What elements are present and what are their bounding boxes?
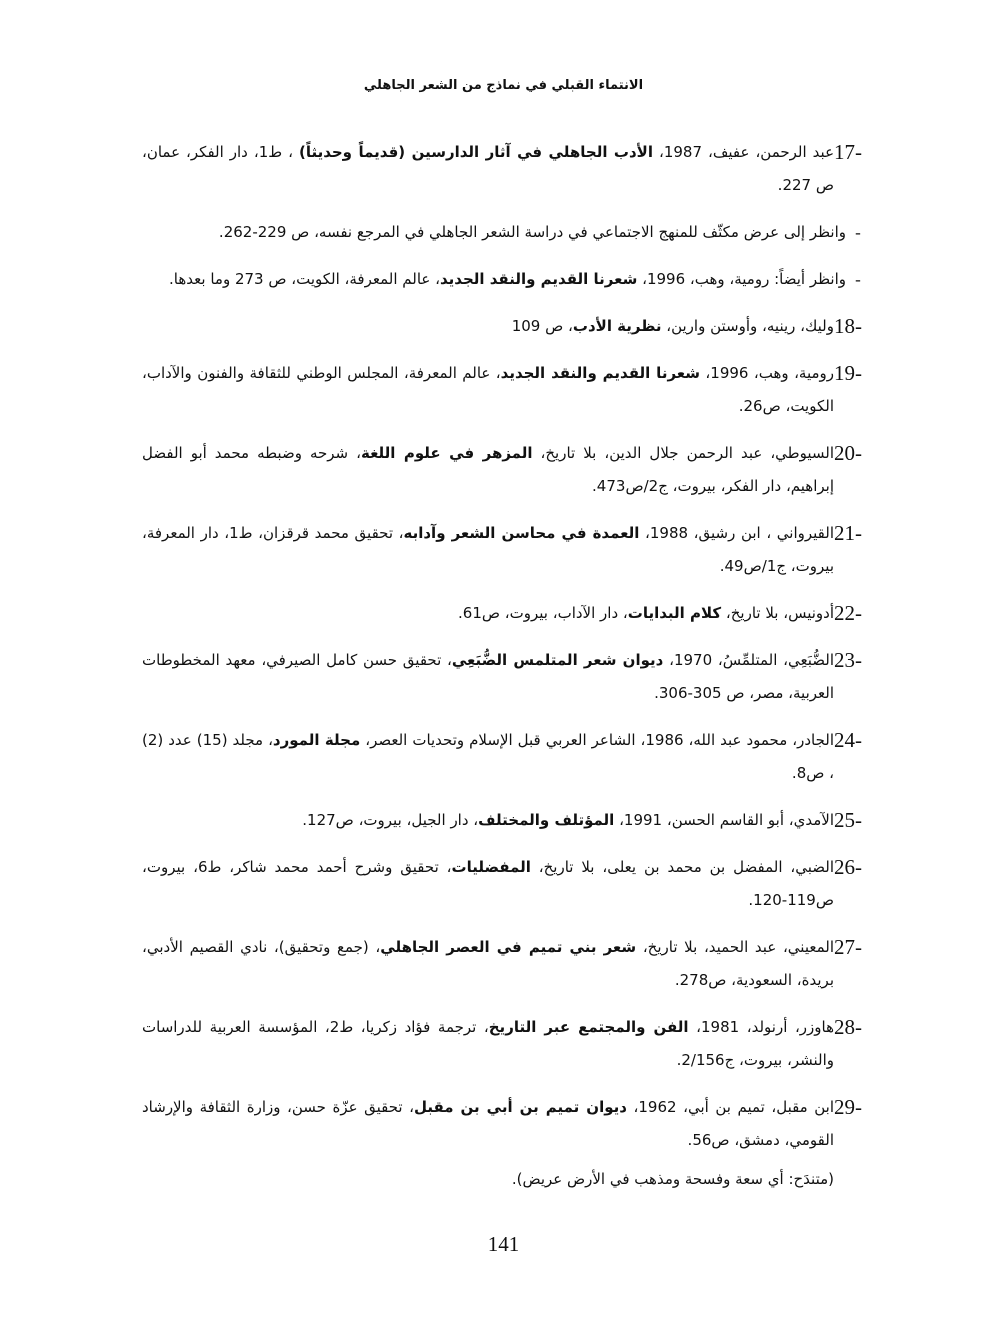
reference-item bbox=[142, 644, 870, 710]
reference-fragment: وانظر أيضاً: رومية، وهب، 1996، bbox=[637, 270, 846, 288]
reference-title: ديوان تميم بن أبي بن مقبل bbox=[413, 1098, 627, 1116]
reference-fragment: عبد الرحمن، عفيف، 1987، bbox=[653, 143, 835, 161]
reference-number: 21- bbox=[834, 521, 862, 545]
sub-reference-item bbox=[142, 216, 870, 249]
reference-item bbox=[142, 437, 870, 503]
reference-number: 26- bbox=[834, 855, 862, 879]
reference-title: مجلة المورد bbox=[272, 731, 361, 749]
reference-text bbox=[142, 136, 834, 202]
reference-number: 28- bbox=[834, 1015, 862, 1039]
reference-number: 17- bbox=[834, 140, 862, 164]
reference-title: شعرنا القديم والنقد الجديد bbox=[439, 270, 638, 288]
reference-fragment: الضُّبَعِي، المتلمِّسُ، 1970، bbox=[663, 651, 834, 669]
references-list bbox=[142, 136, 870, 1210]
reference-title: المزهر في علوم اللغة bbox=[360, 444, 533, 462]
sub-reference-item bbox=[142, 263, 870, 296]
reference-fragment: وليك، رينيه، وأوستن وارين، bbox=[661, 317, 834, 335]
reference-number: 24- bbox=[834, 728, 862, 752]
reference-fragment: هاوزر، أرنولد، 1981، bbox=[688, 1018, 834, 1036]
reference-text bbox=[142, 216, 846, 249]
reference-item bbox=[142, 136, 870, 202]
reference-fragment: الضبي، المفضل بن محمد بن يعلى، بلا تاريخ، bbox=[530, 858, 835, 876]
reference-title: شعر بني تميم في العصر الجاهلي bbox=[380, 938, 637, 956]
reference-fragment: ، ص 109 bbox=[511, 317, 573, 335]
reference-text bbox=[142, 263, 846, 296]
reference-item bbox=[142, 804, 870, 837]
reference-number: 29- bbox=[834, 1095, 862, 1119]
reference-number: 18- bbox=[834, 314, 862, 338]
reference-item bbox=[142, 931, 870, 997]
reference-item bbox=[142, 310, 870, 343]
reference-fragment: الجادر، محمود عبد الله، 1986، الشاعر العربي قبل الإسلام وتحديات العصر، bbox=[360, 731, 834, 749]
reference-title: المؤتلف والمختلف bbox=[478, 811, 615, 829]
reference-fragment: أدونيس، بلا تاريخ، bbox=[721, 604, 834, 622]
reference-item bbox=[142, 1011, 870, 1077]
reference-text bbox=[142, 357, 834, 423]
reference-number: 27- bbox=[834, 935, 862, 959]
reference-fragment: ، ترجمة فؤاد زكريا، ط2، المؤسسة العربية للدراسات والنشر، بيروت، ج2/156. bbox=[142, 1018, 834, 1069]
reference-text bbox=[142, 724, 834, 790]
reference-text bbox=[142, 310, 834, 343]
reference-text bbox=[142, 804, 834, 837]
running-header: الانتماء القبلي في نماذج من الشعر الجاهلي bbox=[363, 78, 644, 93]
reference-title: ديوان شعر المتلمس الضُّبَعِي bbox=[451, 651, 664, 669]
reference-item bbox=[142, 724, 870, 790]
reference-fragment: ، تحقيق حسن كامل الصيرفي، معهد المخطوطات العربية، مصر، ص 305-306. bbox=[142, 651, 834, 702]
reference-title: كلام البدايات bbox=[627, 604, 722, 622]
reference-item bbox=[142, 517, 870, 583]
reference-title: الأدب الجاهلي في آثار الدارسين (قديماً وحديثاً) bbox=[298, 143, 653, 161]
reference-fragment: (متندَح: أي سعة وفسحة ومذهب في الأرض عريض). bbox=[511, 1170, 834, 1188]
reference-text bbox=[142, 597, 834, 630]
reference-fragment: رومية، وهب، 1996، bbox=[700, 364, 834, 382]
reference-fragment: وانظر إلى عرض مكثّف للمنهج الاجتماعي في دراسة الشعر الجاهلي في المرجع نفسه، ص 229-262. bbox=[218, 223, 846, 241]
reference-item bbox=[142, 357, 870, 423]
reference-fragment: ، عالم المعرفة، الكويت، ص 273 وما بعدها. bbox=[169, 270, 440, 288]
reference-number: 25- bbox=[834, 808, 862, 832]
reference-title: الفن والمجتمع عبر التاريخ bbox=[488, 1018, 689, 1036]
reference-fragment: ، مجلد (15) عدد (2) ، ص8. bbox=[142, 731, 834, 782]
reference-title: نظرية الأدب bbox=[572, 317, 662, 335]
reference-fragment: ، دار الآداب، بيروت، ص61. bbox=[458, 604, 628, 622]
reference-fragment: المعيني، عبد الحميد، بلا تاريخ، bbox=[636, 938, 834, 956]
reference-fragment: ، ط1، دار الفكر، عمان، ص 227. bbox=[142, 143, 834, 194]
reference-fragment: ، دار الجيل، بيروت، ص127. bbox=[302, 811, 479, 829]
page-number: 141 bbox=[487, 1232, 520, 1256]
reference-item bbox=[142, 851, 870, 917]
reference-number: 23- bbox=[834, 648, 862, 672]
note-line bbox=[142, 1163, 870, 1196]
reference-item bbox=[142, 1091, 870, 1157]
reference-fragment: القيرواني ، ابن رشيق، 1988، bbox=[639, 524, 834, 542]
reference-fragment: ابن مقبل، تميم بن أبي، 1962، bbox=[627, 1098, 835, 1116]
reference-fragment: ، شرحه وضبطه محمد أبو الفضل إبراهيم، دار الفكر، بيروت، ج2/ص473. bbox=[142, 444, 834, 495]
reference-text bbox=[142, 931, 834, 997]
reference-fragment: السيوطي، عبد الرحمن جلال الدين، بلا تاريخ، bbox=[532, 444, 834, 462]
reference-fragment: ، تحقيق محمد قرقزان، ط1، دار المعرفة، بيروت، ج1/ص49. bbox=[142, 524, 834, 575]
reference-title: شعرنا القديم والنقد الجديد bbox=[500, 364, 700, 382]
reference-number: - bbox=[855, 270, 861, 289]
reference-text bbox=[142, 1091, 834, 1157]
reference-number: 19- bbox=[834, 361, 862, 385]
reference-number: 22- bbox=[834, 601, 862, 625]
reference-number: 20- bbox=[834, 441, 862, 465]
reference-number: - bbox=[855, 223, 861, 242]
reference-text bbox=[142, 437, 834, 503]
reference-item bbox=[142, 597, 870, 630]
reference-text bbox=[142, 1011, 834, 1077]
reference-text bbox=[142, 851, 834, 917]
reference-fragment: ، عالم المعرفة، المجلس الوطني للثقافة والفنون والآداب، الكويت، ص26. bbox=[142, 364, 834, 415]
reference-fragment: ، (جمع وتحقيق)، نادي القصيم الأدبي، بريدة، السعودية، ص278. bbox=[142, 938, 834, 989]
reference-fragment: ، تحقيق عزّة حسن، وزارة الثقافة والإرشاد القومي، دمشق، ص56. bbox=[142, 1098, 834, 1149]
reference-text bbox=[142, 644, 834, 710]
reference-text bbox=[142, 1163, 834, 1196]
reference-title: العمدة في محاسن الشعر وآدابه bbox=[403, 524, 640, 542]
reference-title: المفضليات bbox=[451, 858, 531, 876]
reference-fragment: الآمدي، أبو القاسم الحسن، 1991، bbox=[614, 811, 834, 829]
reference-fragment: ، تحقيق وشرح أحمد محمد شاكر، ط6، بيروت، ص119-120. bbox=[142, 858, 834, 909]
reference-text bbox=[142, 517, 834, 583]
